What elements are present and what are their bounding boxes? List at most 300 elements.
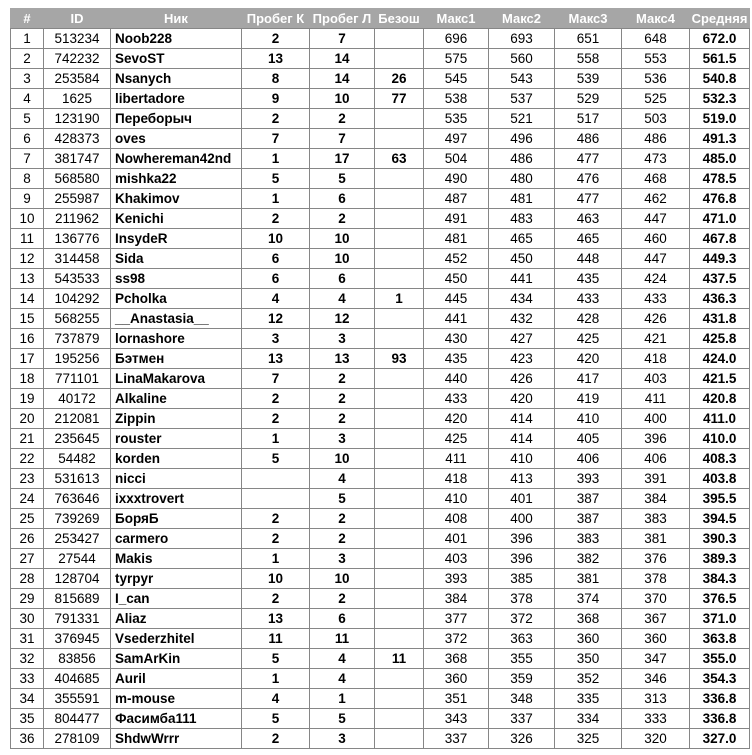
table-cell: 648 [622,29,690,49]
table-cell: ixxxtrovert [111,489,242,509]
table-cell: 2 [310,529,375,549]
table-cell: 212081 [44,409,111,429]
table-cell: БоряБ [111,509,242,529]
table-cell: 486 [555,129,622,149]
table-cell: 1 [242,549,310,569]
table-cell: 403 [424,549,489,569]
table-row [11,229,750,249]
table-cell: 377 [424,609,489,629]
table-body [11,29,750,749]
table-cell: 14 [310,49,375,69]
table-cell: 2 [242,409,310,429]
table-cell: 11 [242,629,310,649]
table-cell: 2 [11,49,44,69]
table-cell [375,529,424,549]
table-cell: 355 [489,649,555,669]
table-cell: 491 [424,209,489,229]
table-cell: 2 [242,109,310,129]
table-cell: 378 [489,589,555,609]
table-cell: 320 [622,729,690,749]
header-row [11,9,750,29]
table-cell: Nowhereman42nd [111,149,242,169]
table-cell: 348 [489,689,555,709]
table-cell: 27544 [44,549,111,569]
table-cell: 3 [310,329,375,349]
table-cell: 2 [242,209,310,229]
table-cell: 5 [242,449,310,469]
table-cell: I_can [111,589,242,609]
table-cell: 195256 [44,349,111,369]
table-cell: 449.3 [690,249,750,269]
table-cell: 15 [11,309,44,329]
table-cell: 35 [11,709,44,729]
table-cell: 32 [11,649,44,669]
table-cell: 672.0 [690,29,750,49]
table-cell: 4 [11,89,44,109]
table-cell: 5 [310,489,375,509]
table-cell: 17 [310,149,375,169]
table-cell: 1 [375,289,424,309]
table-cell: 6 [242,269,310,289]
table-cell: 476 [555,169,622,189]
table-cell [375,369,424,389]
table-cell: 478.5 [690,169,750,189]
table-cell [375,389,424,409]
column-header-9: Макс3 [555,9,622,29]
table-cell: 1 [242,149,310,169]
table-cell: korden [111,449,242,469]
table-cell: 2 [242,29,310,49]
table-cell: 433 [622,289,690,309]
table-cell: 401 [489,489,555,509]
table-cell: Alkaline [111,389,242,409]
table-cell: 539 [555,69,622,89]
table-cell: 3 [310,729,375,749]
table-cell: 537 [489,89,555,109]
table-cell: 460 [622,229,690,249]
table-cell: 6 [310,269,375,289]
table-cell: Переборыч [111,109,242,129]
table-cell: 394.5 [690,509,750,529]
table-cell: 9 [11,189,44,209]
table-cell: SamArKin [111,649,242,669]
table-cell: 739269 [44,509,111,529]
table-cell [375,409,424,429]
table-cell: 411.0 [690,409,750,429]
table-cell: 2 [242,389,310,409]
table-cell [375,129,424,149]
table-cell: 36 [11,729,44,749]
table-cell: 326 [489,729,555,749]
table-cell: 448 [555,249,622,269]
table-cell: 368 [424,649,489,669]
table-cell: 12 [242,309,310,329]
table-cell: 441 [424,309,489,329]
table-cell: 1 [11,29,44,49]
table-cell: 354.3 [690,669,750,689]
table-row [11,349,750,369]
table-row [11,689,750,709]
table-cell: 211962 [44,209,111,229]
table-cell: 400 [622,409,690,429]
table-cell: 538 [424,89,489,109]
table-cell: 6 [310,189,375,209]
table-cell: 13 [242,49,310,69]
table-cell: 4 [242,289,310,309]
table-cell: 384 [424,589,489,609]
table-cell: 14 [310,69,375,89]
column-header-8: Макс2 [489,9,555,29]
table-row [11,729,750,749]
table-row [11,249,750,269]
table-cell: 423 [489,349,555,369]
table-cell: 77 [375,89,424,109]
table-cell: 2 [310,589,375,609]
table-cell: 347 [622,649,690,669]
table-cell: Sida [111,249,242,269]
table-cell: 2 [310,509,375,529]
table-cell: ShdwWrrr [111,729,242,749]
table-cell: 483 [489,209,555,229]
table-cell: 496 [489,129,555,149]
table-cell: 2 [242,529,310,549]
table-cell: 389.3 [690,549,750,569]
table-cell: 763646 [44,489,111,509]
table-cell: 421 [622,329,690,349]
table-cell: 383 [622,509,690,529]
table-cell: 4 [242,689,310,709]
table-cell: 253584 [44,69,111,89]
table-cell: 477 [555,189,622,209]
table-cell: 393 [424,569,489,589]
table-cell: 561.5 [690,49,750,69]
table-cell: 381 [555,569,622,589]
table-cell: 467.8 [690,229,750,249]
table-cell: m-mouse [111,689,242,709]
table-cell: 382 [555,549,622,569]
table-cell: 2 [310,209,375,229]
table-cell: 2 [242,509,310,529]
table-row [11,649,750,669]
table-cell: 10 [242,229,310,249]
table-row [11,49,750,69]
table-cell: 11 [11,229,44,249]
table-cell: 406 [555,449,622,469]
table-cell [375,209,424,229]
table-cell: 487 [424,189,489,209]
table-cell: 10 [310,229,375,249]
table-cell [375,429,424,449]
table-cell: 3 [310,549,375,569]
table-cell: 4 [310,289,375,309]
table-cell: 83856 [44,649,111,669]
table-cell: 136776 [44,229,111,249]
table-cell: 19 [11,389,44,409]
table-row [11,369,750,389]
table-cell: 424.0 [690,349,750,369]
table-cell: 419 [555,389,622,409]
table-cell: 425.8 [690,329,750,349]
table-cell: 815689 [44,589,111,609]
table-cell: 26 [11,529,44,549]
table-cell: nicci [111,469,242,489]
column-header-5: Пробег Л [310,9,375,29]
table-cell [242,469,310,489]
table-cell: 411 [424,449,489,469]
table-cell [375,249,424,269]
table-cell: 418 [622,349,690,369]
table-cell: libertadore [111,89,242,109]
table-cell: 410.0 [690,429,750,449]
table-cell: 5 [11,109,44,129]
table-cell [375,589,424,609]
table-cell: lornashore [111,329,242,349]
table-cell [375,109,424,129]
table-cell: Vsederzhitel [111,629,242,649]
table-cell: 30 [11,609,44,629]
table-cell: 393 [555,469,622,489]
table-cell: 2 [310,109,375,129]
table-cell: Aliaz [111,609,242,629]
table-cell: 3 [242,329,310,349]
table-cell: 367 [622,609,690,629]
table-cell: 14 [11,289,44,309]
table-row [11,549,750,569]
table-cell: 384.3 [690,569,750,589]
column-header-6: Безош [375,9,424,29]
table-cell: 336.8 [690,689,750,709]
table-cell: 513234 [44,29,111,49]
table-cell: 376 [622,549,690,569]
column-header-10: Макс4 [622,9,690,29]
table-cell: 471.0 [690,209,750,229]
table-cell: 325 [555,729,622,749]
table-cell: carmero [111,529,242,549]
table-cell: 408.3 [690,449,750,469]
table-row [11,189,750,209]
table-cell: 440 [424,369,489,389]
table-cell: 93 [375,349,424,369]
table-cell: Khakimov [111,189,242,209]
table-cell: 428 [555,309,622,329]
table-row [11,529,750,549]
table-cell: 473 [622,149,690,169]
table-row [11,489,750,509]
table-row [11,509,750,529]
column-header-1: # [11,9,44,29]
table-cell: 12 [310,309,375,329]
table-cell: 575 [424,49,489,69]
table-cell: 9 [242,89,310,109]
table-cell [375,229,424,249]
table-cell [375,49,424,69]
table-cell: 1 [310,689,375,709]
column-header-4: Пробег К [242,9,310,29]
table-cell: 384 [622,489,690,509]
table-cell: LinaMakarova [111,369,242,389]
table-cell: 425 [555,329,622,349]
table-cell: 408 [424,509,489,529]
table-cell: 430 [424,329,489,349]
table-cell: oves [111,129,242,149]
table-cell: Auril [111,669,242,689]
table-cell: 543533 [44,269,111,289]
table-cell: 371.0 [690,609,750,629]
table-cell: 352 [555,669,622,689]
table-cell: 532.3 [690,89,750,109]
table-cell: 418 [424,469,489,489]
table-cell [375,689,424,709]
table-cell: 396 [622,429,690,449]
table-cell: 363 [489,629,555,649]
table-cell: 693 [489,29,555,49]
table-cell [242,489,310,509]
table-cell: 3 [310,429,375,449]
table-cell: 13 [310,349,375,369]
table-cell: 519.0 [690,109,750,129]
table-cell: 696 [424,29,489,49]
table-cell: 410 [489,449,555,469]
table-cell: 413 [489,469,555,489]
table-cell: 13 [242,349,310,369]
table-cell: 491.3 [690,129,750,149]
table-cell: 5 [242,709,310,729]
table-cell: 481 [424,229,489,249]
table-cell: 333 [622,709,690,729]
table-cell [375,489,424,509]
table-cell: 346 [622,669,690,689]
table-cell: Pcholka [111,289,242,309]
table-row [11,89,750,109]
table-cell: 5 [310,709,375,729]
table-cell: 381747 [44,149,111,169]
table-cell: 435 [555,269,622,289]
column-header-2: ID [44,9,111,29]
table-row [11,389,750,409]
table-cell: 27 [11,549,44,569]
table-cell: SevoST [111,49,242,69]
table-cell: 428373 [44,129,111,149]
table-cell: 396 [489,529,555,549]
table-cell: 424 [622,269,690,289]
table-cell: 4 [310,649,375,669]
table-cell: 1 [242,189,310,209]
table-cell: 278109 [44,729,111,749]
table-cell: 432 [489,309,555,329]
table-cell: 521 [489,109,555,129]
table-cell: 477 [555,149,622,169]
table-cell: 540.8 [690,69,750,89]
ranking-table [10,8,750,749]
table-row [11,269,750,289]
table-cell: 327.0 [690,729,750,749]
table-cell: 8 [242,69,310,89]
table-cell: 378 [622,569,690,589]
table-row [11,669,750,689]
table-cell: 517 [555,109,622,129]
table-cell: 804477 [44,709,111,729]
table-cell [375,729,424,749]
table-cell: 31 [11,629,44,649]
table-cell: 411 [622,389,690,409]
table-cell: 558 [555,49,622,69]
table-cell: 7 [242,129,310,149]
table-cell: 7 [242,369,310,389]
table-cell [375,609,424,629]
table-cell: 410 [555,409,622,429]
table-cell: 401 [424,529,489,549]
table-cell: 10 [11,209,44,229]
table-cell: 314458 [44,249,111,269]
table-cell: 360 [555,629,622,649]
table-cell: 359 [489,669,555,689]
table-cell: 355591 [44,689,111,709]
table-cell: tyrpyr [111,569,242,589]
column-header-7: Макс1 [424,9,489,29]
table-cell: 11 [375,649,424,669]
table-cell: 337 [489,709,555,729]
table-cell: 791331 [44,609,111,629]
table-cell: 4 [310,669,375,689]
table-cell: 350 [555,649,622,669]
table-cell: 420 [489,389,555,409]
table-cell: 497 [424,129,489,149]
table-row [11,129,750,149]
table-cell: 253427 [44,529,111,549]
table-row [11,429,750,449]
table-cell: 1 [242,429,310,449]
table-cell: 420 [555,349,622,369]
table-cell: 405 [555,429,622,449]
table-cell: 104292 [44,289,111,309]
table-cell: 404685 [44,669,111,689]
table-cell: 395.5 [690,489,750,509]
table-cell: 465 [555,229,622,249]
table-cell: Zippin [111,409,242,429]
table-cell: 235645 [44,429,111,449]
table-row [11,469,750,489]
table-cell: 5 [242,649,310,669]
table-cell: 12 [11,249,44,269]
table-cell: 22 [11,449,44,469]
table-row [11,169,750,189]
table-cell: 400 [489,509,555,529]
table-cell [375,309,424,329]
table-cell: __Anastasia__ [111,309,242,329]
table-cell: rouster [111,429,242,449]
table-cell [375,169,424,189]
table-cell: 390.3 [690,529,750,549]
table-cell: 2 [242,729,310,749]
table-cell: 486 [622,129,690,149]
table-cell: 396 [489,549,555,569]
table-cell: Бэтмен [111,349,242,369]
table-cell: 410 [424,489,489,509]
table-cell: 417 [555,369,622,389]
table-cell: 431.8 [690,309,750,329]
table-cell: 10 [310,249,375,269]
table-cell [375,569,424,589]
table-cell: 462 [622,189,690,209]
table-cell: 334 [555,709,622,729]
table-row [11,629,750,649]
table-cell: 406 [622,449,690,469]
table-cell: 6 [310,609,375,629]
table-cell: 450 [424,269,489,289]
table-cell: 568580 [44,169,111,189]
table-cell: 383 [555,529,622,549]
table-cell: 335 [555,689,622,709]
